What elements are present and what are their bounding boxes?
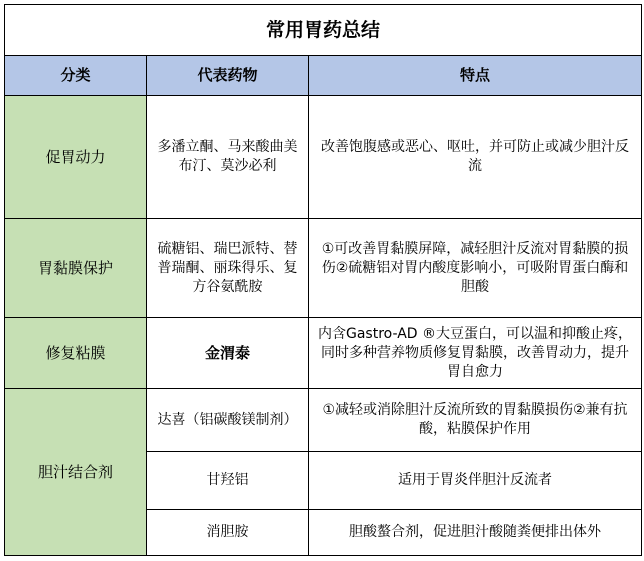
table-row (5, 219, 642, 318)
header-drug: 代表药物 (147, 56, 309, 96)
feature-cell: 适用于胃炎伴胆汁反流者 (309, 452, 642, 510)
drug-cell: 消胆胺 (147, 510, 309, 556)
table-row (5, 389, 642, 452)
drug-cell: 多潘立酮、马来酸曲美布汀、莫沙必利 (147, 96, 309, 219)
category-cell: 修复粘膜 (5, 318, 147, 389)
header-feature: 特点 (309, 56, 642, 96)
drug-summary-table (4, 4, 642, 556)
header-category: 分类 (5, 56, 147, 96)
category-cell: 胆汁结合剂 (5, 389, 147, 556)
table-row (5, 96, 642, 219)
drug-cell: 达喜（铝碳酸镁制剂） (147, 389, 309, 452)
drug-cell: 硫糖铝、瑞巴派特、替普瑞酮、丽珠得乐、复方谷氨酰胺 (147, 219, 309, 318)
table-row (5, 318, 642, 389)
feature-cell: ①减轻或消除胆汁反流所致的胃黏膜损伤②兼有抗酸，粘膜保护作用 (309, 389, 642, 452)
feature-cell: ①可改善胃黏膜屏障，减轻胆汁反流对胃黏膜的损伤②硫糖铝对胃内酸度影响小，可吸附胃蛋白酶和胆酸 (309, 219, 642, 318)
feature-cell: 内含Gastro-AD ®大豆蛋白，可以温和抑酸止疼，同时多种营养物质修复胃黏膜，改善胃动力，提升胃自愈力 (309, 318, 642, 389)
feature-cell: 胆酸螯合剂，促进胆汁酸随粪便排出体外 (309, 510, 642, 556)
feature-cell: 改善饱腹感或恶心、呕吐，并可防止或减少胆汁反流 (309, 96, 642, 219)
drug-cell: 甘羟铝 (147, 452, 309, 510)
table-title: 常用胃药总结 (5, 5, 642, 56)
category-cell: 胃黏膜保护 (5, 219, 147, 318)
drug-cell: 金渭泰 (147, 318, 309, 389)
category-cell: 促胃动力 (5, 96, 147, 219)
